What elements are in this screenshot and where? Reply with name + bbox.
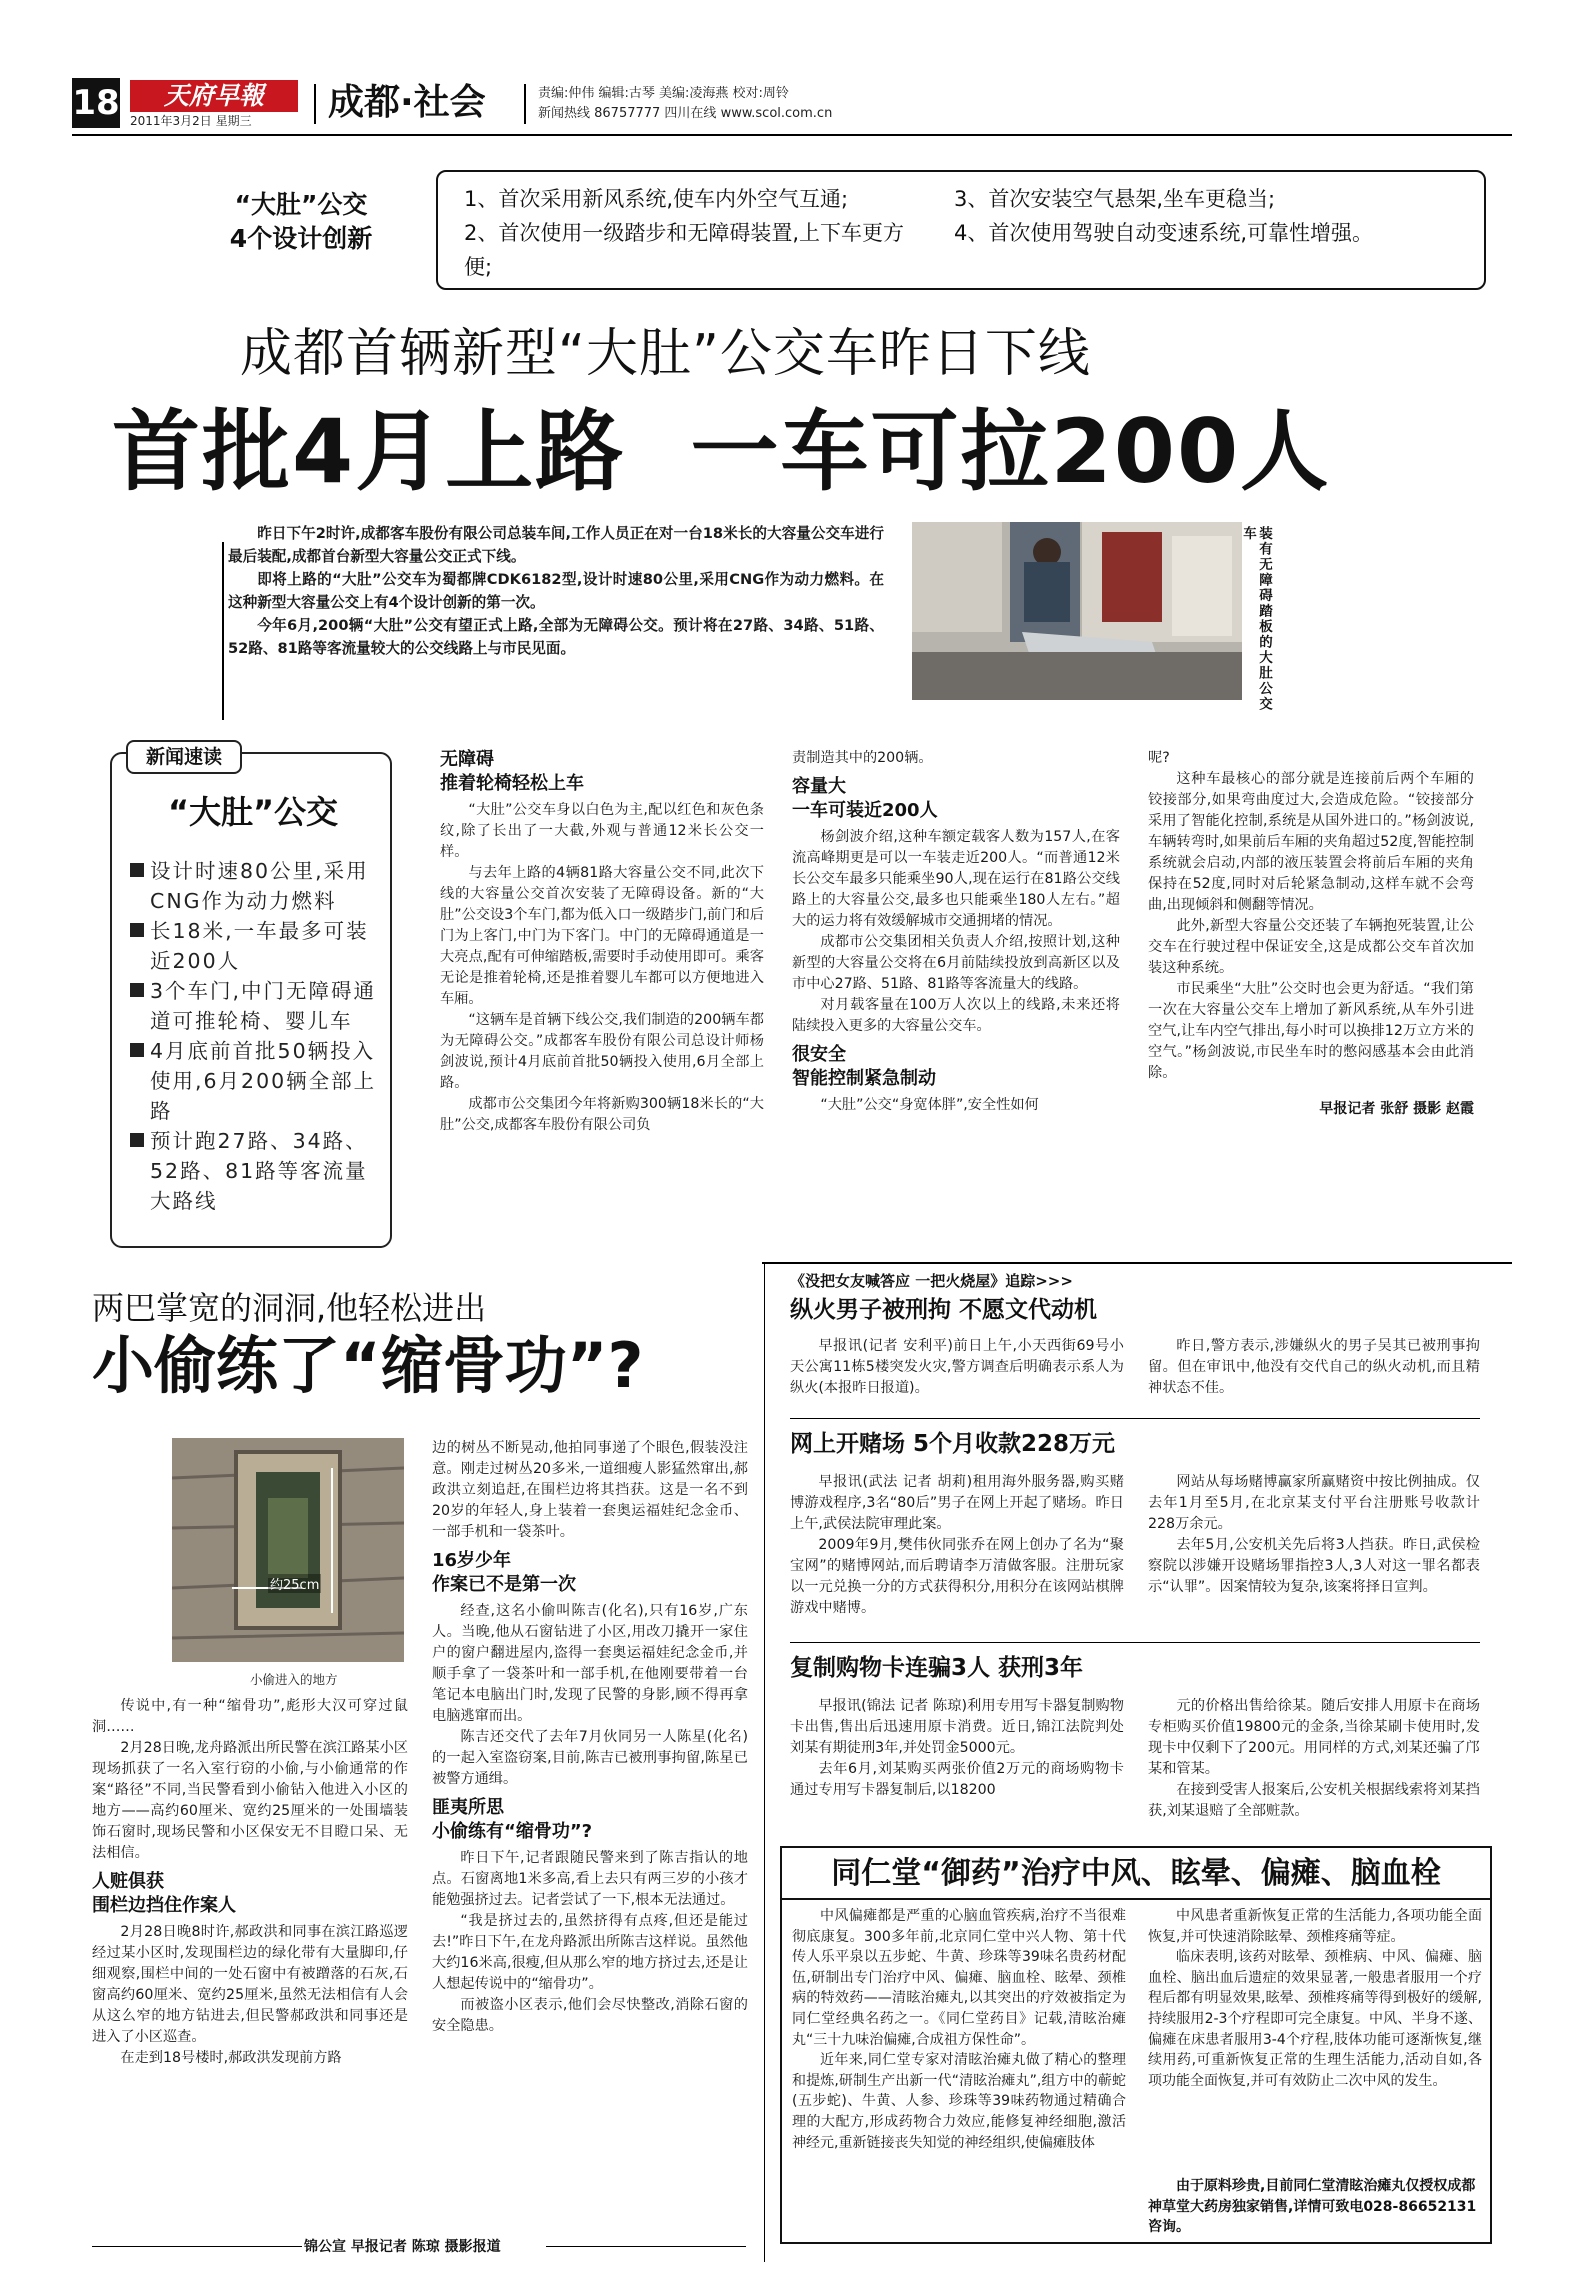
paragraph: 陈吉还交代了去年7月伙同另一人陈星(化名)的一起入室盗窃案,目前,陈吉已被刑事拘留,陈星已被警方通缉。 (432, 1729, 748, 1787)
innovations-label-title: “大肚”公交 (234, 190, 368, 219)
quick-read-title: “大肚”公交 (167, 793, 339, 831)
paragraph: 与去年上路的4辆81路大容量公交不同,此次下线的大容量公交首次安装了无障碍设备。新的“大肚”公交设3个车门,都为低入口一级踏步门,前门和后门为上客门,中门为下客门。中门的无障碍通道是一大亮点,配有可伸缩踏板,需要时手动使用即可。乘客无论是推着轮椅,还是推着婴儿车都可以方便地进入车厢。 (440, 865, 764, 1007)
paragraph: 而被盗小区表示,他们会尽快整改,消除石窗的安全隐患。 (432, 1997, 748, 2034)
bus-photo-caption: 装有无障碍踏板的大肚公交车 (1240, 526, 1272, 712)
quick-read-item: 预计跑27路、34路、52路、81路等客流量大路线 (130, 1126, 380, 1216)
paragraph: 在接到受害人报案后,公安机关根据线索将刘某挡获,刘某退赔了全部赃款。 (1148, 1782, 1480, 1819)
byline: 早报记者 张舒 摄影 赵霞 (1319, 1101, 1474, 1117)
thief-footer-rule (92, 2246, 302, 2247)
paragraph: 2月28日晚8时许,郝政洪和同事在滨江路巡逻经过某小区时,发现围栏边的绿化带有大量脚印,仔细观察,围栏中间的一处石窗中有被蹭落的石灰,石窗高约60厘米、宽约25厘米,虽然无法相信有人会从这么窄的地方钻进去,但民警郝政洪和同事还是进入了小区巡查。 (92, 1924, 408, 2045)
bus-ramp-photo (912, 522, 1242, 700)
width-measure-label: 约25cm (268, 1574, 321, 1593)
lead-paragraph: 今年6月,200辆“大肚”公交有望正式上路,全部为无障碍公交。预计将在27路、34路、51路、52路、81路等客流量较大的公交线路上与市民见面。 (228, 617, 884, 657)
paragraph: 市民乘坐“大肚”公交时也会更为舒适。“我们第一次在大容量公交车上增加了新风系统,从车外引进空气,让车内空气排出,每小时可以换排12万立方米的空气。”杨剑波说,市民坐车时的憋闷感基本会由此消除。 (1148, 981, 1474, 1081)
quick-read-item: 设计时速80公里,采用CNG作为动力燃料 (130, 856, 380, 916)
ad-box (780, 1846, 1492, 2244)
thief-headline: 小偷练了“缩骨功”? (92, 1329, 644, 1402)
arson-col-1 (790, 1336, 1124, 1399)
ad-footer: 由于原料珍贵,目前同仁堂清眩治瘫丸仅授权成都神草堂大药房独家销售,详情可致电028-86652131咨询。 (1148, 2178, 1477, 2236)
paragraph: 在走到18号楼时,郝政洪发现前方路 (120, 2050, 342, 2066)
paragraph: 中风患者重新恢复正常的生活能力,各项功能全面恢复,并可快速消除眩晕、颈椎疼痛等症。 (1148, 1908, 1482, 1945)
subhead: 容量大 (792, 776, 846, 797)
section-title: 成都·社会 (328, 82, 486, 123)
header-rule (72, 134, 1512, 136)
paragraph: 早报讯(锦法 记者 陈琼)利用专用写卡器复制购物卡出售,售出后迅速用原卡消费。近日,锦江法院判处刘某有期徒刑3年,并处罚金5000元。 (790, 1698, 1124, 1756)
subhead: 人赃俱获 (92, 1871, 164, 1892)
subhead: 推着轮椅轻松上车 (440, 773, 584, 794)
subhead: 很安全 (792, 1044, 846, 1065)
ad-col-2 (1148, 1906, 1482, 2091)
thief-col-1 (92, 1696, 408, 2069)
bus-ramp-image (912, 522, 1242, 700)
paragraph: 网站从每场赌博赢家所赢赌资中按比例抽成。仅去年1月至5月,在北京某支付平台注册账号收款计228万余元。 (1148, 1474, 1480, 1532)
thief-window-photo (172, 1438, 404, 1662)
subhead: 一车可装近200人 (792, 800, 938, 821)
subhead: 无障碍 (440, 749, 494, 770)
innovations-label-sub: 4个设计创新 (229, 224, 373, 253)
quick-read-list (130, 856, 380, 1216)
paragraph: 中风偏瘫都是严重的心脑血管疾病,治疗不当很难彻底康复。300多年前,北京同仁堂中兴人物、第十代传人乐平泉以五步蛇、牛黄、珍珠等39味名贵药材配伍,研制出专门治疗中风、偏瘫、脑血栓、眩晕、颈椎病的特效药——清眩治瘫丸,以其突出的疗效被指定为同仁堂经典名药之一。《同仁堂药目》记载,清眩治瘫丸“三十九味治偏瘫,合成祖方保性命”。 (792, 1908, 1126, 2048)
issue-date: 2011年3月2日 星期三 (130, 114, 252, 128)
paragraph: 昨日下午,记者跟随民警来到了陈吉指认的地点。石窗离地1米多高,看上去只有两三岁的小孩才能勉强挤过去。记者尝试了一下,根本无法通过。 (432, 1850, 748, 1908)
paragraph: 2月28日晚,龙舟路派出所民警在滨江路某小区现场抓获了一名入室行窃的小偷,与小偷通常的作案“路径”不同,当民警看到小偷钻入他进入小区的地方——高约60厘米、宽约25厘米的一处围墙装饰石窗时,现场民警和小区保安无不目瞪口呆、无法相信。 (92, 1740, 408, 1861)
page-header (72, 78, 1512, 130)
lead-paragraph: 昨日下午2时许,成都客车股份有限公司总装车间,工作人员正在对一台18米长的大容量公交车进行最后装配,成都首台新型大容量公交正式下线。 (228, 525, 884, 565)
paragraph: 近年来,同仁堂专家对清眩治瘫丸做了精心的整理和提炼,研制生产出新一代“清眩治瘫丸”,组方中的蕲蛇(五步蛇)、牛黄、人参、珍珠等39味药物通过精确合理的大配方,形成药物合力效应,能修复神经细胞,激活神经元,重新链接丧失知觉的神经组织,使偏瘫肢体 (792, 2052, 1126, 2151)
paragraph: 此外,新型大容量公交还装了车辆抱死装置,让公交车在行驶过程中保证安全,这是成都公交车首次加装这种系统。 (1148, 918, 1474, 976)
lead-intro (228, 522, 884, 660)
quick-read-tag: 新闻速读 (126, 740, 242, 774)
innovation-item-4: 4、首次使用驾驶自动变速系统,可靠性增强。 (954, 221, 1374, 245)
paragraph: 早报讯(记者 安利平)前日上午,小天西街69号小天公寓11栋5楼突发火灾,警方调查后明确表示系人为纵火(本报昨日报道)。 (790, 1338, 1124, 1396)
paragraph: 成都市公交集团今年将新购300辆18米长的“大肚”公交,成都客车股份有限公司负 (440, 1096, 764, 1133)
paragraph: 杨剑波介绍,这种车额定载客人数为157人,在客流高峰期更是可以一车装走近200人。“而普通12米长公交车最多只能乘坐90人,现在运行在81路公交线路上的大容量公交,最多也只能乘坐180人左右。”超大的运力将有效缓解城市交通拥堵的情况。 (792, 829, 1120, 929)
innovation-item-3: 3、首次安装空气悬架,坐车更稳当; (954, 187, 1276, 211)
arson-kicker: 《没把女友喊答应 一把火烧屋》追踪>>> (790, 1272, 1073, 1290)
paragraph: “大肚”公交车身以白色为主,配以红色和灰色条纹,除了长出了一大截,外观与普通12米长公交一样。 (440, 802, 764, 860)
lead-paragraph: 即将上路的“大肚”公交车为蜀都牌CDK6182型,设计时速80公里,采用CNG作为动力燃料。在这种新型大容量公交上有4个设计创新的第一次。 (228, 571, 884, 611)
ad-col-1 (792, 1906, 1126, 2153)
paragraph: 成都市公交集团相关负责人介绍,按照计划,这种新型的大容量公交将在6月前陆续投放到高新区以及市中心27路、51路、81路等客流量大的线路。 (792, 934, 1120, 992)
subhead: 16岁少年 (432, 1550, 512, 1571)
arson-headline: 纵火男子被刑拘 不愿文代动机 (790, 1297, 1098, 1323)
quick-read-box (110, 746, 392, 1248)
paragraph: 传说中,有一种“缩骨功”,彪形大汉可穿过鼠洞…… (92, 1698, 408, 1735)
innovation-item-1: 1、首次采用新风系统,使车内外空气互通; (464, 187, 849, 211)
paragraph: 经查,这名小偷叫陈吉(化名),只有16岁,广东人。当晚,他从石窗钻进了小区,用改刀撬开一家住户的窗户翻进屋内,盗得一套奥运福娃纪念金币,并顺手拿了一袋茶叶和一部手机,在他刚要带着一台笔记本电脑出门时,发现了民警的身影,顾不得再拿电脑逃窜而出。 (432, 1603, 748, 1724)
bus-article-col-1 (440, 748, 764, 1136)
page-number: 18 (72, 78, 120, 128)
stone-window-image (172, 1438, 404, 1662)
fraud-col-2 (1148, 1696, 1480, 1822)
lead-kicker: 成都首辆新型“大肚”公交车昨日下线 (240, 324, 1091, 384)
subhead: 围栏边挡住作案人 (92, 1895, 236, 1916)
innovation-item-2: 2、首次使用一级踏步和无障碍装置,上下车更方便; (464, 221, 905, 279)
innovations-label (196, 188, 406, 256)
paragraph: 责制造其中的200辆。 (792, 750, 933, 766)
thief-col-2 (432, 1438, 748, 2037)
thief-photo-caption: 小偷进入的地方 (250, 1672, 338, 1687)
paragraph: 2009年9月,樊伟伙同张乔在网上创办了名为“聚宝网”的赌博网站,而后聘请李万清做客服。注册玩家以一元兑换一分的方式获得积分,用积分在该网站棋牌游戏中赌博。 (790, 1537, 1124, 1616)
paragraph: 去年5月,公安机关先后将3人挡获。昨日,武侯检察院以涉嫌开设赌场罪指控3人,3人对这一罪名都表示“认罪”。因案情较为复杂,该案将择日宣判。 (1148, 1537, 1480, 1595)
paragraph: “这辆车是首辆下线公交,我们制造的200辆车都为无障碍公交。”成都客车股份有限公司总设计师杨剑波说,预计4月底前首批50辆投入使用,6月全部上路。 (440, 1012, 764, 1091)
paragraph: 呢? (1148, 750, 1170, 766)
bus-article-col-3 (1148, 748, 1474, 1118)
gambling-col-2 (1148, 1472, 1480, 1598)
paragraph: 去年6月,刘某购买两张价值2万元的商场购物卡通过专用写卡器复制后,以18200 (790, 1761, 1124, 1798)
quick-read-item: 3个车门,中门无障碍通道可推轮椅、婴儿车 (130, 976, 380, 1036)
news-hotline: 新闻热线 86757777 四川在线 www.scol.com.cn (538, 106, 833, 121)
lead-headline: 首批4月上路 一车可拉200人 (112, 400, 1331, 503)
gambling-col-1 (790, 1472, 1124, 1619)
subhead: 匪夷所思 (432, 1797, 504, 1818)
paragraph: 昨日,警方表示,涉嫌纵火的男子吴其已被刑事拘留。但在审讯中,他没有交代自己的纵火动机,而且精神状态不佳。 (1148, 1338, 1480, 1396)
section-divider (762, 1262, 1512, 1264)
fraud-headline: 复制购物卡连骗3人 获刑3年 (790, 1655, 1084, 1681)
subhead: 智能控制紧急制动 (792, 1068, 936, 1089)
paragraph: “大肚”公交“身宽体胖”,安全性如何 (820, 1097, 1039, 1113)
vertical-divider (764, 1262, 765, 2262)
ad-headline: 同仁堂“御药”治疗中风、眩晕、偏瘫、脑血栓 (782, 1848, 1490, 1900)
fraud-col-1 (790, 1696, 1124, 1801)
innovations-box (196, 170, 1486, 294)
bus-article-col-2 (792, 748, 1120, 1116)
subhead: 作案已不是第一次 (432, 1574, 576, 1595)
editor-credits: 责编:仲伟 编辑:古琴 美编:凌海燕 校对:周铃 (538, 86, 789, 101)
paragraph: “我是挤过去的,虽然挤得有点疼,但还是能过去!”昨日下午,在龙舟路派出所陈吉这样说。虽然他大约16米高,很瘦,但从那么窄的地方挤过去,还是让人想起传说中的“缩骨功”。 (432, 1913, 748, 1992)
arson-col-2 (1148, 1336, 1480, 1399)
paragraph: 边的树丛不断晃动,他拍同事递了个眼色,假装没注意。刚走过树丛20多米,一道细瘦人影猛然窜出,郝政洪立刻追赶,在围栏边将其挡获。这是一名不到20岁的年轻人,身上装着一套奥运福娃纪念金币、一部手机和一袋茶叶。 (432, 1440, 748, 1540)
paragraph: 早报讯(武法 记者 胡莉)租用海外服务器,购买赌博游戏程序,3名“80后”男子在网上开起了赌场。昨日上午,武侯法院审理此案。 (790, 1474, 1124, 1532)
gambling-headline: 网上开赌场 5个月收款228万元 (790, 1431, 1116, 1457)
quick-read-item: 长18米,一车最多可装近200人 (130, 916, 380, 976)
paragraph: 这种车最核心的部分就是连接前后两个车厢的铰接部分,如果弯曲度过大,会造成危险。“铰接部分采用了智能化控制,系统是从国外进口的。”杨剑波说,车辆转弯时,如果前后车厢的夹角超过52度,智能控制系统就会启动,内部的液压装置会将前后车厢的夹角保持在52度,同时对后轮紧急制动,这样车就不会弯曲,出现倾斜和侧翻等情况。 (1148, 771, 1474, 913)
quick-read-item: 4月底前首批50辆投入使用,6月200辆全部上路 (130, 1036, 380, 1126)
masthead-logo: 天府早報 (130, 80, 298, 112)
thief-byline: 锦公宣 早报记者 陈琼 摄影报道 (304, 2239, 501, 2255)
paragraph: 对月载客量在100万人次以上的线路,未来还将陆续投入更多的大容量公交车。 (792, 997, 1120, 1034)
thief-kicker: 两巴掌宽的洞洞,他轻松进出 (92, 1289, 487, 1327)
paragraph: 元的价格出售给徐某。随后安排人用原卡在商场专柜购买价值19800元的金条,当徐某刷卡使用时,发现卡中仅剩下了200元。用同样的方式,刘某还骗了邝某和管某。 (1148, 1698, 1480, 1777)
subhead: 小偷练有“缩骨功”? (432, 1821, 593, 1842)
paragraph: 临床表明,该药对眩晕、颈椎病、中风、偏瘫、脑血栓、脑出血后遗症的效果显著,一般患者服用一个疗程后都有明显效果,眩晕、颈椎疼痛等得到极好的缓解,持续服用2-3个疗程即可完全康复。中风、半身不遂、偏瘫在床患者服用3-4个疗程,肢体功能可逐渐恢复,继续用药,可重新恢复正常的生理生活能力,活动自如,各项功能全面恢复,并可有效防止二次中风的发生。 (1148, 1949, 1482, 2089)
